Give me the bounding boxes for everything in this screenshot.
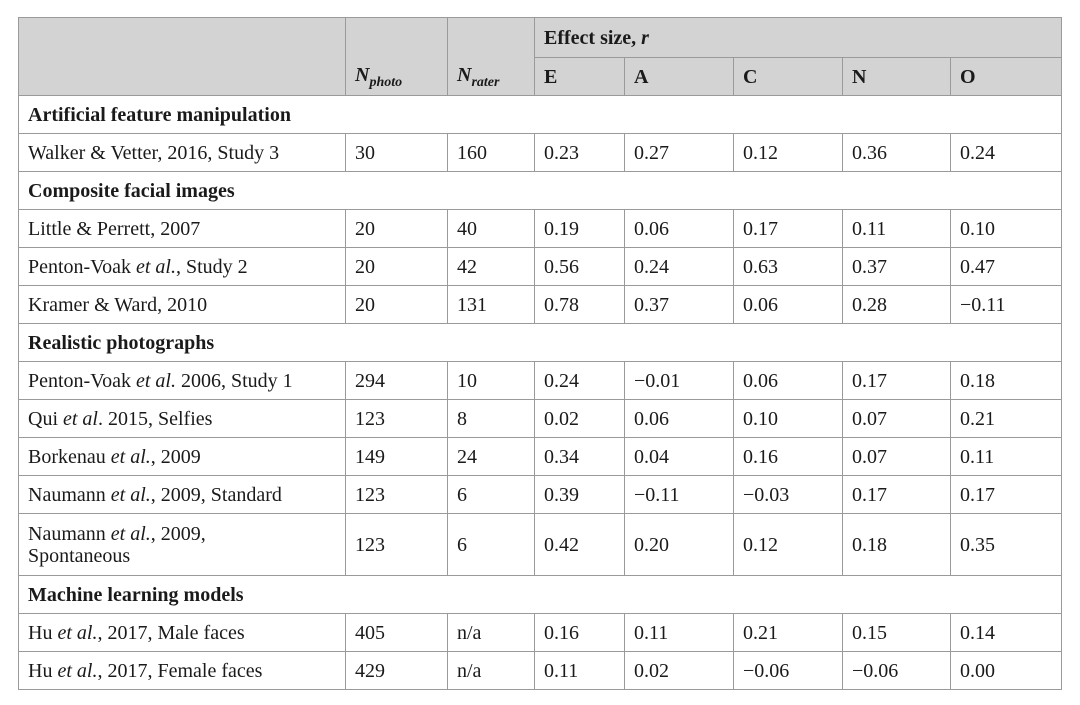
study-cell [19, 514, 346, 576]
study-cell [19, 400, 346, 438]
cell-c: 0.12 [734, 134, 843, 172]
cell-e: 0.78 [535, 286, 625, 324]
cell-c: −0.03 [734, 476, 843, 514]
header-effect-size: Effect size, r [535, 18, 1062, 58]
header-nphoto: $N_{photo}$ [346, 18, 448, 96]
cell-o: 0.18 [951, 362, 1062, 400]
study-name: Naumann [28, 522, 111, 545]
table-row [19, 438, 1062, 476]
study-cell [19, 286, 346, 324]
study-cell [19, 210, 346, 248]
study-cell [19, 362, 346, 400]
cell-o: 0.21 [951, 400, 1062, 438]
header-trait-n: N [843, 58, 951, 96]
table-body [19, 96, 1062, 690]
cell-e: 0.02 [535, 400, 625, 438]
cell-c: −0.06 [734, 652, 843, 690]
section-header-row [19, 172, 1062, 210]
study-name: Walker & Vetter, 2016, Study 3 [28, 141, 280, 164]
cell-nrater: n/a [448, 614, 535, 652]
cell-nrater: 160 [448, 134, 535, 172]
study-name: Little & Perrett, 2007 [28, 217, 201, 240]
cell-a: 0.06 [625, 210, 734, 248]
study-name: Naumann [28, 483, 111, 506]
cell-a: −0.01 [625, 362, 734, 400]
section-header-row [19, 324, 1062, 362]
study-etal: et al [63, 407, 98, 430]
cell-e: 0.42 [535, 514, 625, 576]
study-cell [19, 248, 346, 286]
cell-nphoto: 20 [346, 286, 448, 324]
cell-o: −0.11 [951, 286, 1062, 324]
table-row [19, 614, 1062, 652]
cell-c: 0.16 [734, 438, 843, 476]
cell-nrater: n/a [448, 652, 535, 690]
cell-nrater: 6 [448, 514, 535, 576]
study-detail: , 2017, Female faces [97, 659, 263, 682]
study-etal: et al. [110, 445, 151, 468]
header-trait-a: A [625, 58, 734, 96]
cell-nphoto: 123 [346, 514, 448, 576]
study-detail-line2: Spontaneous [28, 544, 131, 567]
cell-nphoto: 149 [346, 438, 448, 476]
section-header-row [19, 96, 1062, 134]
cell-nrater: 10 [448, 362, 535, 400]
cell-nrater: 8 [448, 400, 535, 438]
cell-a: 0.37 [625, 286, 734, 324]
cell-e: 0.23 [535, 134, 625, 172]
cell-n: 0.36 [843, 134, 951, 172]
header-nrater: $N_{rater}$ [448, 18, 535, 96]
cell-c: 0.12 [734, 514, 843, 576]
study-name: Kramer & Ward, 2010 [28, 293, 208, 316]
cell-a: 0.02 [625, 652, 734, 690]
section-title: Artificial feature manipulation [19, 96, 1062, 134]
cell-c: 0.06 [734, 362, 843, 400]
study-etal: et al. [57, 621, 98, 644]
table-row [19, 400, 1062, 438]
cell-nrater: 40 [448, 210, 535, 248]
cell-o: 0.14 [951, 614, 1062, 652]
table-row [19, 514, 1062, 576]
study-detail: , Study 2 [175, 255, 248, 278]
cell-nphoto: 405 [346, 614, 448, 652]
table-row [19, 210, 1062, 248]
cell-n: 0.18 [843, 514, 951, 576]
header-trait-o: O [951, 58, 1062, 96]
study-detail: 2006, Study 1 [175, 369, 293, 392]
cell-n: 0.17 [843, 362, 951, 400]
cell-nphoto: 20 [346, 248, 448, 286]
cell-n: 0.37 [843, 248, 951, 286]
cell-nphoto: 294 [346, 362, 448, 400]
study-detail: , 2017, Male faces [97, 621, 245, 644]
table-row [19, 362, 1062, 400]
section-header-row [19, 576, 1062, 614]
study-cell [19, 476, 346, 514]
cell-nrater: 131 [448, 286, 535, 324]
cell-e: 0.19 [535, 210, 625, 248]
cell-n: 0.17 [843, 476, 951, 514]
cell-o: 0.11 [951, 438, 1062, 476]
study-cell [19, 438, 346, 476]
study-etal: et al. [135, 369, 176, 392]
study-name: Penton-Voak [28, 369, 136, 392]
cell-c: 0.17 [734, 210, 843, 248]
cell-e: 0.24 [535, 362, 625, 400]
section-title: Composite facial images [19, 172, 1062, 210]
header-trait-c: C [734, 58, 843, 96]
cell-e: 0.39 [535, 476, 625, 514]
cell-n: 0.11 [843, 210, 951, 248]
study-cell [19, 614, 346, 652]
section-title: Machine learning models [19, 576, 1062, 614]
cell-nphoto: 30 [346, 134, 448, 172]
table-row [19, 134, 1062, 172]
cell-nphoto: 123 [346, 400, 448, 438]
study-cell [19, 652, 346, 690]
cell-n: 0.07 [843, 400, 951, 438]
cell-n: 0.15 [843, 614, 951, 652]
cell-nrater: 24 [448, 438, 535, 476]
cell-nrater: 6 [448, 476, 535, 514]
effect-size-table [18, 17, 1062, 690]
study-etal: et al. [135, 255, 176, 278]
cell-a: 0.04 [625, 438, 734, 476]
cell-o: 0.00 [951, 652, 1062, 690]
study-name: Hu [28, 621, 58, 644]
cell-e: 0.11 [535, 652, 625, 690]
cell-e: 0.34 [535, 438, 625, 476]
cell-a: 0.11 [625, 614, 734, 652]
cell-a: 0.24 [625, 248, 734, 286]
study-detail: , 2009, Standard [150, 483, 282, 506]
cell-o: 0.10 [951, 210, 1062, 248]
cell-c: 0.21 [734, 614, 843, 652]
table-row [19, 286, 1062, 324]
cell-nrater: 42 [448, 248, 535, 286]
cell-c: 0.10 [734, 400, 843, 438]
cell-e: 0.56 [535, 248, 625, 286]
study-detail: , 2009, [150, 522, 206, 545]
cell-nphoto: 429 [346, 652, 448, 690]
study-name: Penton-Voak [28, 255, 136, 278]
study-detail: , 2009 [150, 445, 201, 468]
header-trait-e: E [535, 58, 625, 96]
cell-o: 0.17 [951, 476, 1062, 514]
cell-o: 0.47 [951, 248, 1062, 286]
header-study [19, 18, 346, 96]
cell-c: 0.63 [734, 248, 843, 286]
cell-n: 0.28 [843, 286, 951, 324]
study-etal: et al. [110, 483, 151, 506]
study-etal: et al. [110, 522, 151, 545]
cell-o: 0.35 [951, 514, 1062, 576]
study-detail: . 2015, Selfies [98, 407, 213, 430]
study-name: Hu [28, 659, 58, 682]
cell-a: 0.27 [625, 134, 734, 172]
cell-nphoto: 20 [346, 210, 448, 248]
table-row [19, 248, 1062, 286]
cell-e: 0.16 [535, 614, 625, 652]
cell-a: −0.11 [625, 476, 734, 514]
cell-o: 0.24 [951, 134, 1062, 172]
study-cell [19, 134, 346, 172]
section-title: Realistic photographs [19, 324, 1062, 362]
cell-a: 0.06 [625, 400, 734, 438]
study-etal: et al. [57, 659, 98, 682]
study-name: Borkenau [28, 445, 111, 468]
cell-c: 0.06 [734, 286, 843, 324]
table-row [19, 476, 1062, 514]
cell-n: −0.06 [843, 652, 951, 690]
cell-a: 0.20 [625, 514, 734, 576]
study-name: Qui [28, 407, 63, 430]
cell-nphoto: 123 [346, 476, 448, 514]
cell-n: 0.07 [843, 438, 951, 476]
table-row [19, 652, 1062, 690]
